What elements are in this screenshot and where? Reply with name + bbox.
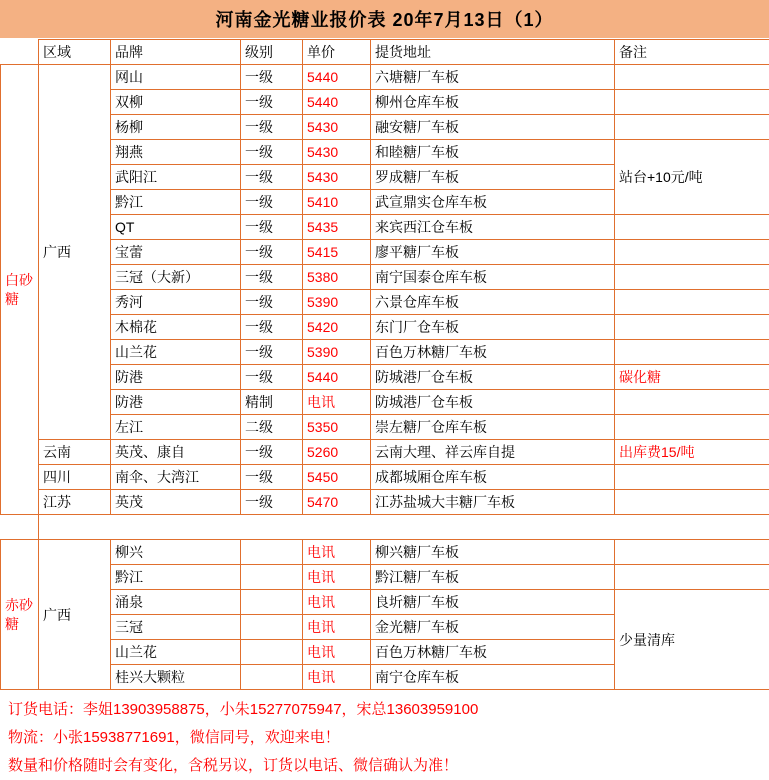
table-row [1,465,769,490]
address-cell: 黔江糖厂车板 [371,565,615,590]
note-cell [615,465,769,490]
note-cell [615,390,769,415]
address-cell: 防城港厂仓车板 [371,390,615,415]
price-cell: 5440 [303,365,371,390]
table-row [1,340,769,365]
brand-cell: 英茂 [111,490,241,515]
price-cell: 5410 [303,190,371,215]
note-cell-clearance: 少量清库 [615,590,769,690]
footer-line-order-phone: 订货电话：李姐13903958875，小朱15277075947，宋总13603959100 [8,696,761,724]
address-cell: 来宾西江仓车板 [371,215,615,240]
header-note: 备注 [615,40,769,65]
table-row [1,215,769,240]
note-cell [615,340,769,365]
address-cell: 良圻糖厂车板 [371,590,615,615]
table-row [1,590,769,615]
price-cell: 5450 [303,465,371,490]
note-cell-warehouse-fee: 出库费15/吨 [615,440,769,465]
table-row [1,140,769,165]
grade-cell [241,590,303,615]
price-cell: 5440 [303,90,371,115]
grade-cell: 一级 [241,90,303,115]
grade-cell: 一级 [241,140,303,165]
grade-cell: 一级 [241,240,303,265]
table-row [1,65,769,90]
area-cell-yunnan: 云南 [39,440,111,465]
note-cell [615,215,769,240]
brand-cell: 南伞、大湾江 [111,465,241,490]
brand-cell: 武阳江 [111,165,241,190]
price-cell: 5350 [303,415,371,440]
separator-band [39,515,769,540]
header-area: 区域 [39,40,111,65]
price-cell: 5380 [303,265,371,290]
brand-cell: 山兰花 [111,640,241,665]
grade-cell: 一级 [241,440,303,465]
brand-cell: 翔燕 [111,140,241,165]
price-cell: 5430 [303,165,371,190]
grade-cell: 一级 [241,165,303,190]
grade-cell: 一级 [241,365,303,390]
area-cell-jiangsu: 江苏 [39,490,111,515]
brand-cell: 网山 [111,65,241,90]
note-cell [615,415,769,440]
grade-cell [241,615,303,640]
grade-cell: 一级 [241,215,303,240]
grade-cell: 精制 [241,390,303,415]
brand-cell: 桂兴大颗粒 [111,665,241,690]
price-cell: 电讯 [303,540,371,565]
address-cell: 南宁国泰仓库车板 [371,265,615,290]
brand-cell: 宝蕾 [111,240,241,265]
table-row [1,315,769,340]
address-cell: 柳兴糖厂车板 [371,540,615,565]
section-separator [1,515,769,540]
brand-cell: 三冠 [111,615,241,640]
table-row [1,115,769,140]
price-cell: 5415 [303,240,371,265]
price-cell: 5260 [303,440,371,465]
address-cell: 金光糖厂车板 [371,615,615,640]
brand-cell: 秀河 [111,290,241,315]
address-cell: 柳州仓库车板 [371,90,615,115]
header-grade: 级别 [241,40,303,65]
price-cell: 5430 [303,140,371,165]
brand-cell: 黔江 [111,190,241,215]
grade-cell: 一级 [241,490,303,515]
brand-cell: 涌泉 [111,590,241,615]
table-row [1,390,769,415]
table-row [1,415,769,440]
price-cell: 电讯 [303,665,371,690]
brand-cell: 柳兴 [111,540,241,565]
grade-cell: 一级 [241,265,303,290]
price-cell: 电讯 [303,590,371,615]
price-cell: 5430 [303,115,371,140]
area-cell-sichuan: 四川 [39,465,111,490]
note-cell [615,90,769,115]
price-cell: 5440 [303,65,371,90]
address-cell: 廖平糖厂车板 [371,240,615,265]
address-cell: 六塘糖厂车板 [371,65,615,90]
grade-cell: 一级 [241,115,303,140]
brand-cell: QT [111,215,241,240]
address-cell: 百色万林糖厂车板 [371,640,615,665]
address-cell: 武宣鼎实仓库车板 [371,190,615,215]
table-header-row [1,40,769,65]
address-cell: 百色万林糖厂车板 [371,340,615,365]
note-cell-platform-fee: 站台+10元/吨 [615,140,769,215]
price-cell: 电讯 [303,615,371,640]
grade-cell [241,640,303,665]
price-cell: 5390 [303,290,371,315]
price-table [0,39,769,690]
grade-cell [241,565,303,590]
note-cell [615,290,769,315]
grade-cell: 二级 [241,415,303,440]
price-cell: 5470 [303,490,371,515]
page-title: 河南金光糖业报价表 20年7月13日（1） [215,6,553,32]
address-cell: 崇左糖厂仓库车板 [371,415,615,440]
table-row [1,365,769,390]
grade-cell: 一级 [241,315,303,340]
brand-cell: 山兰花 [111,340,241,365]
note-cell [615,240,769,265]
header-brand: 品牌 [111,40,241,65]
address-cell: 成都城厢仓库车板 [371,465,615,490]
area-cell-guangxi-brown: 广西 [39,540,111,690]
grade-cell: 一级 [241,465,303,490]
note-cell [615,315,769,340]
note-cell [615,490,769,515]
brand-cell: 左江 [111,415,241,440]
brand-cell: 杨柳 [111,115,241,140]
separator-left-edge [1,515,39,540]
group-label-white-sugar: 白砂糖 [1,65,39,515]
price-cell: 电讯 [303,640,371,665]
grade-cell: 一级 [241,190,303,215]
address-cell: 融安糖厂车板 [371,115,615,140]
address-cell: 云南大理、祥云库自提 [371,440,615,465]
header-spacer [1,40,39,65]
brand-cell: 黔江 [111,565,241,590]
table-row [1,290,769,315]
brand-cell: 防港 [111,390,241,415]
note-cell [615,265,769,290]
note-cell [615,565,769,590]
table-row [1,565,769,590]
address-cell: 罗成糖厂车板 [371,165,615,190]
address-cell: 东门厂仓车板 [371,315,615,340]
grade-cell [241,665,303,690]
price-cell: 5435 [303,215,371,240]
grade-cell: 一级 [241,290,303,315]
title-bar [0,0,769,39]
table-row [1,240,769,265]
price-cell: 电讯 [303,565,371,590]
address-cell: 和睦糖厂车板 [371,140,615,165]
footer-line-logistics: 物流：小张15938771691，微信同号，欢迎来电！ [8,724,761,752]
table-row [1,265,769,290]
header-price: 单价 [303,40,371,65]
brand-cell: 木棉花 [111,315,241,340]
note-cell [615,115,769,140]
footer-notes [0,690,769,780]
table-row [1,90,769,115]
area-cell-guangxi: 广西 [39,65,111,440]
grade-cell: 一级 [241,65,303,90]
address-cell: 防城港厂仓车板 [371,365,615,390]
note-cell [615,65,769,90]
address-cell: 六景仓库车板 [371,290,615,315]
price-cell: 5420 [303,315,371,340]
group-label-brown-sugar: 赤砂糖 [1,540,39,690]
address-cell: 江苏盐城大丰糖厂车板 [371,490,615,515]
price-cell: 电讯 [303,390,371,415]
header-address: 提货地址 [371,40,615,65]
address-cell: 南宁仓库车板 [371,665,615,690]
price-cell: 5390 [303,340,371,365]
brand-cell: 双柳 [111,90,241,115]
grade-cell [241,540,303,565]
note-cell-carbonated: 碳化糖 [615,365,769,390]
note-cell [615,540,769,565]
footer-line-disclaimer: 数量和价格随时会有变化，含税另议，订货以电话、微信确认为准！ [8,752,761,780]
table-row [1,490,769,515]
grade-cell: 一级 [241,340,303,365]
table-row [1,440,769,465]
brand-cell: 防港 [111,365,241,390]
brand-cell: 英茂、康自 [111,440,241,465]
table-row [1,540,769,565]
brand-cell: 三冠（大新） [111,265,241,290]
